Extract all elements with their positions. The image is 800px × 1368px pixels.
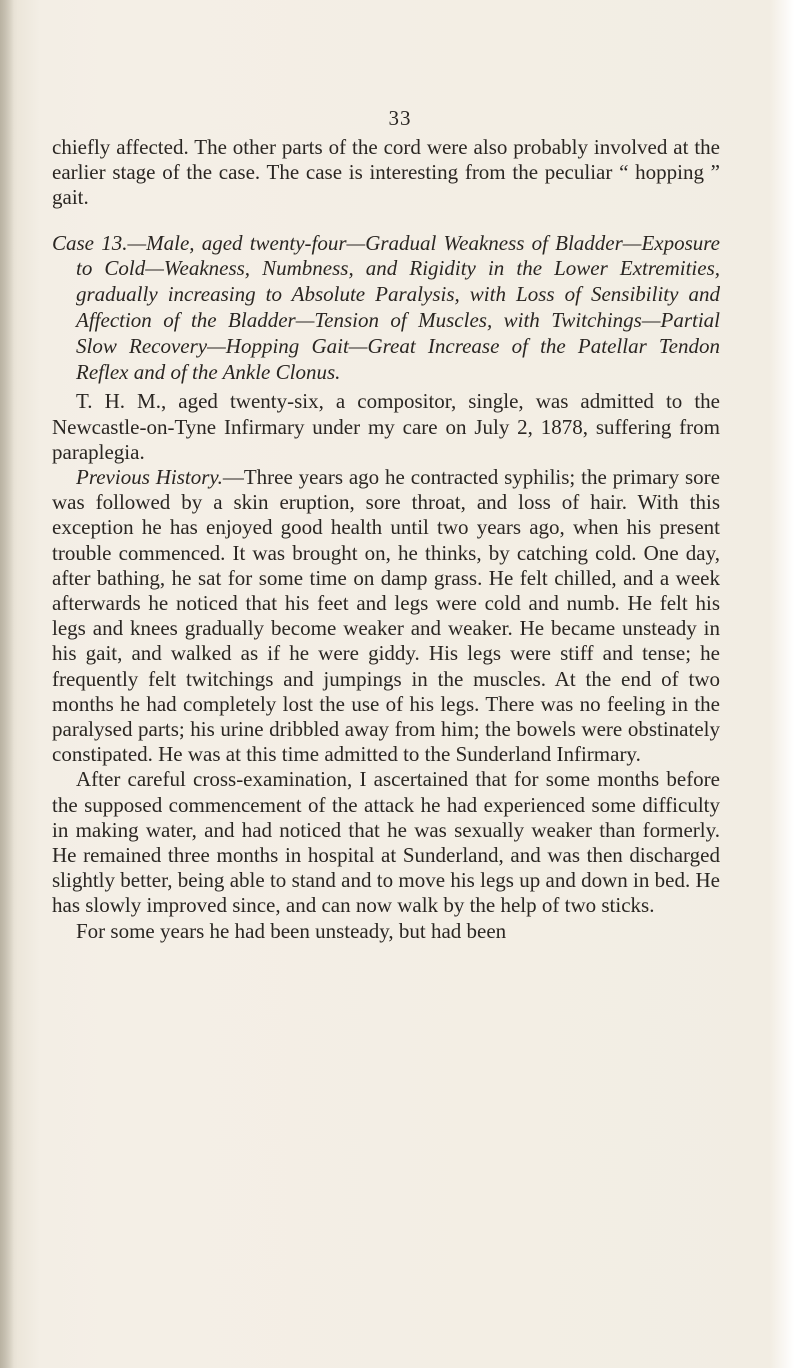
case-heading: Case 13.—Male, aged twenty-four—Gradual Weakness of Bladder—Exposure to Cold—Weakness, Numbness, and Rigidity in the Lower Extremities, gradually increasing to Absolute Paralysis, with Loss of Sensibility and Affection of the Bladder—Tension of Muscles, with Twitchings—Partial Slow Recovery—Hopping Gait—Great Increase of the Patellar Tendon Reflex and of the Ankle Clonus. xyxy=(52,230,720,384)
previous-history-label: Previous History. xyxy=(76,465,223,489)
case-intro-paragraph: T. H. M., aged twenty-six, a compositor, single, was admitted to the Newcastle-on-Tyne Infirmary under my care on July 2, 1878, suffering from paraplegia. xyxy=(52,389,720,464)
examination-paragraph: After careful cross-examination, I ascertained that for some months before the supposed commencement of the attack he had experienced some difficulty in making water, and had noticed that he was sexually weaker than formerly. He remained three months in hospital at Sunderland, and was then discharged slightly better, being able to stand and to move his legs up and down in bed. He has slowly improved since, and can now walk by the help of two sticks. xyxy=(52,767,720,918)
continued-paragraph: chiefly affected. The other parts of the cord were also probably involved at the earlier stage of the case. The case is interesting from the peculiar “ hopping ” gait. xyxy=(52,135,720,210)
page-number: 33 xyxy=(388,106,412,130)
previous-history-text: —Three years ago he contracted syphilis; the primary sore was followed by a skin eruption, sore throat, and loss of hair. With this exception he has enjoyed good health until two years ago, when his present trouble commenced. It was brought on, he thinks, by catching cold. One day, after bathing, he sat for some time on damp grass. He felt chilled, and a week afterwards he noticed that his feet and legs were cold and numb. He felt his legs and knees gradually become weaker and weaker. He became unsteady in his gait, and walked as if he were giddy. His legs were stiff and tense; he frequently felt twitchings and jumpings in the muscles. At the end of two months he had completely lost the use of his legs. There was no feeling in the paralysed parts; his urine dribbled away from him; the bowels were obstinately constipated. He was at this time admitted to the Sunderland Infirmary. xyxy=(52,465,720,767)
final-paragraph: For some years he had been unsteady, but had been xyxy=(76,918,507,943)
previous-history-paragraph xyxy=(52,465,720,767)
binding-shadow xyxy=(0,0,14,1368)
page-body xyxy=(52,135,720,944)
page-edge xyxy=(770,0,800,1368)
